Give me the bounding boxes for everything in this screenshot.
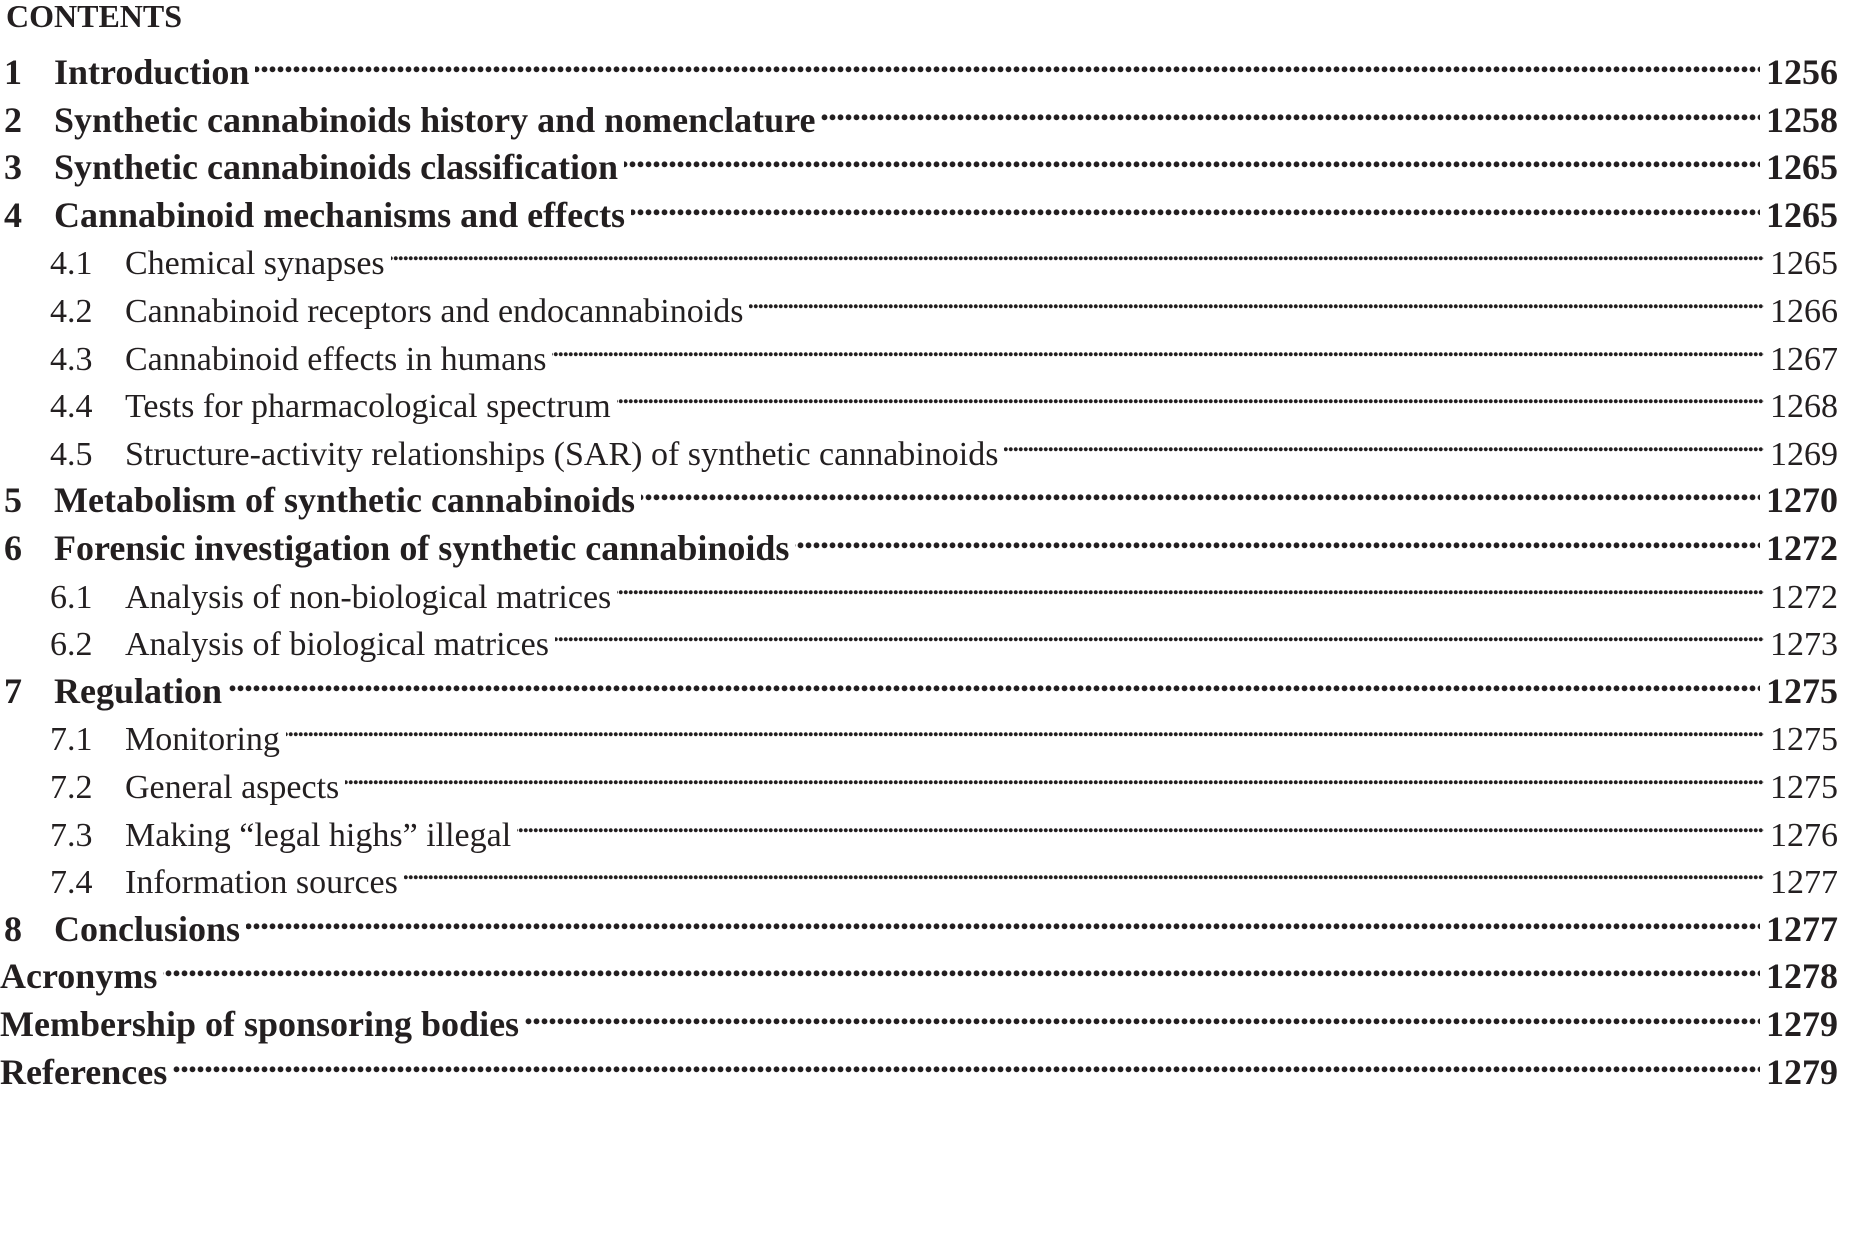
toc-entry-number: 7.3 — [50, 817, 93, 854]
toc-entry[interactable] — [0, 179, 1838, 235]
toc-entry[interactable] — [0, 131, 1838, 187]
dot-leader — [641, 464, 1760, 512]
toc-entry[interactable] — [0, 607, 1838, 663]
toc-entry-number: 1 — [4, 52, 22, 92]
toc-entry[interactable] — [0, 512, 1838, 568]
dot-leader — [286, 702, 1764, 750]
dot-leader — [1004, 417, 1764, 465]
toc-entry-page: 1273 — [1770, 626, 1838, 663]
toc-entry-title: General aspects — [125, 769, 340, 806]
dot-leader — [525, 988, 1760, 1036]
dot-leader — [255, 36, 1760, 84]
dot-leader — [404, 845, 1764, 893]
toc-entry-page: 1256 — [1766, 52, 1838, 92]
dot-leader — [345, 750, 1764, 798]
toc-entry-title: References — [0, 1052, 168, 1092]
toc-entry-page: 1258 — [1766, 100, 1838, 140]
toc-entry[interactable] — [0, 84, 1838, 140]
toc-entry-number: 6 — [4, 528, 22, 568]
toc-entry-page: 1277 — [1770, 864, 1838, 901]
dot-leader — [617, 560, 1764, 608]
dot-leader — [624, 131, 1760, 179]
dot-leader — [228, 655, 1760, 703]
toc-entry-title: Conclusions — [54, 909, 241, 949]
toc-entry-title: Regulation — [54, 671, 223, 711]
contents-heading: CONTENTS — [6, 0, 183, 34]
toc-entry-page: 1275 — [1770, 721, 1838, 758]
dot-leader — [246, 893, 1760, 941]
toc-entry[interactable] — [0, 750, 1838, 806]
toc-entry-page: 1279 — [1766, 1052, 1838, 1092]
toc-entry[interactable] — [0, 798, 1838, 854]
toc-entry-page: 1265 — [1770, 245, 1838, 282]
toc-entry[interactable] — [0, 226, 1838, 282]
toc-entry[interactable] — [0, 417, 1838, 473]
dot-leader — [391, 226, 1764, 274]
toc-entry[interactable] — [0, 845, 1838, 901]
dot-leader — [631, 179, 1760, 227]
toc-entry-page: 1276 — [1770, 817, 1838, 854]
toc-entry-page: 1278 — [1766, 956, 1838, 996]
toc-entry-page: 1266 — [1770, 293, 1838, 330]
toc-entry-page: 1268 — [1770, 388, 1838, 425]
toc-entry-title: Chemical synapses — [125, 245, 385, 282]
toc-entry[interactable] — [0, 655, 1838, 711]
toc-entry-title: Information sources — [125, 864, 398, 901]
toc-entry-title: Synthetic cannabinoids history and nomenclature — [54, 100, 816, 140]
toc-entry-number: 4.2 — [50, 293, 93, 330]
toc-entry[interactable] — [0, 274, 1838, 330]
toc-entry-title: Metabolism of synthetic cannabinoids — [54, 480, 636, 520]
toc-entry[interactable] — [0, 464, 1838, 520]
toc-entry-page: 1265 — [1766, 195, 1838, 235]
toc-entry[interactable] — [0, 36, 1838, 92]
dot-leader — [552, 322, 1764, 370]
dot-leader — [749, 274, 1764, 322]
toc-entry-title: Synthetic cannabinoids classification — [54, 147, 619, 187]
toc-entry-title: Cannabinoid effects in humans — [125, 341, 547, 378]
toc-entry-title: Forensic investigation of synthetic cannabinoids — [54, 528, 790, 568]
dot-leader — [821, 84, 1760, 132]
toc-entry-title: Cannabinoid mechanisms and effects — [54, 195, 626, 235]
toc-entry-number: 4.1 — [50, 245, 93, 282]
toc-entry-number: 7.4 — [50, 864, 93, 901]
toc-entry-title: Making “legal highs” illegal — [125, 817, 512, 854]
toc-entry-page: 1277 — [1766, 909, 1838, 949]
toc-entry-page: 1275 — [1766, 671, 1838, 711]
toc-entry-page: 1267 — [1770, 341, 1838, 378]
toc-entry-number: 3 — [4, 147, 22, 187]
toc-entry-page: 1272 — [1770, 579, 1838, 616]
toc-entry-title: Introduction — [54, 52, 250, 92]
toc-entry-number: 7 — [4, 671, 22, 711]
toc-entry[interactable] — [0, 940, 1838, 996]
toc-entry-number: 7.1 — [50, 721, 93, 758]
toc-entry-page: 1275 — [1770, 769, 1838, 806]
toc-entry[interactable] — [0, 893, 1838, 949]
dot-leader — [795, 512, 1760, 560]
toc-entry[interactable] — [0, 1036, 1838, 1092]
toc-entry-title: Acronyms — [0, 956, 158, 996]
toc-entry[interactable] — [0, 988, 1838, 1044]
toc-entry-page: 1269 — [1770, 436, 1838, 473]
dot-leader — [163, 940, 1760, 988]
toc-entry-page: 1270 — [1766, 480, 1838, 520]
toc-entry-title: Structure-activity relationships (SAR) of synthetic cannabinoids — [125, 436, 999, 473]
toc-entry-number: 4.3 — [50, 341, 93, 378]
toc-entry-number: 4 — [4, 195, 22, 235]
toc-entry-number: 5 — [4, 480, 22, 520]
toc-entry-number: 8 — [4, 909, 22, 949]
toc-entry-title: Monitoring — [125, 721, 280, 758]
toc-entry[interactable] — [0, 560, 1838, 616]
toc-entry-number: 4.4 — [50, 388, 93, 425]
toc-entry-title: Membership of sponsoring bodies — [0, 1004, 520, 1044]
toc-entry[interactable] — [0, 369, 1838, 425]
toc-entry-number: 4.5 — [50, 436, 93, 473]
dot-leader — [617, 369, 1764, 417]
toc-entry-number: 2 — [4, 100, 22, 140]
toc-entry-number: 7.2 — [50, 769, 93, 806]
toc-entry-number: 6.2 — [50, 626, 93, 663]
dot-leader — [555, 607, 1764, 655]
dot-leader — [517, 798, 1764, 846]
toc-entry-number: 6.1 — [50, 579, 93, 616]
toc-entry-title: Tests for pharmacological spectrum — [125, 388, 611, 425]
dot-leader — [173, 1036, 1760, 1084]
toc-entry[interactable] — [0, 322, 1838, 378]
toc-entry-title: Cannabinoid receptors and endocannabinoids — [125, 293, 744, 330]
toc-entry[interactable] — [0, 702, 1838, 758]
toc-entry-title: Analysis of biological matrices — [125, 626, 549, 663]
toc-entry-page: 1265 — [1766, 147, 1838, 187]
toc-entry-page: 1279 — [1766, 1004, 1838, 1044]
toc-entry-title: Analysis of non-biological matrices — [125, 579, 612, 616]
toc-entry-page: 1272 — [1766, 528, 1838, 568]
